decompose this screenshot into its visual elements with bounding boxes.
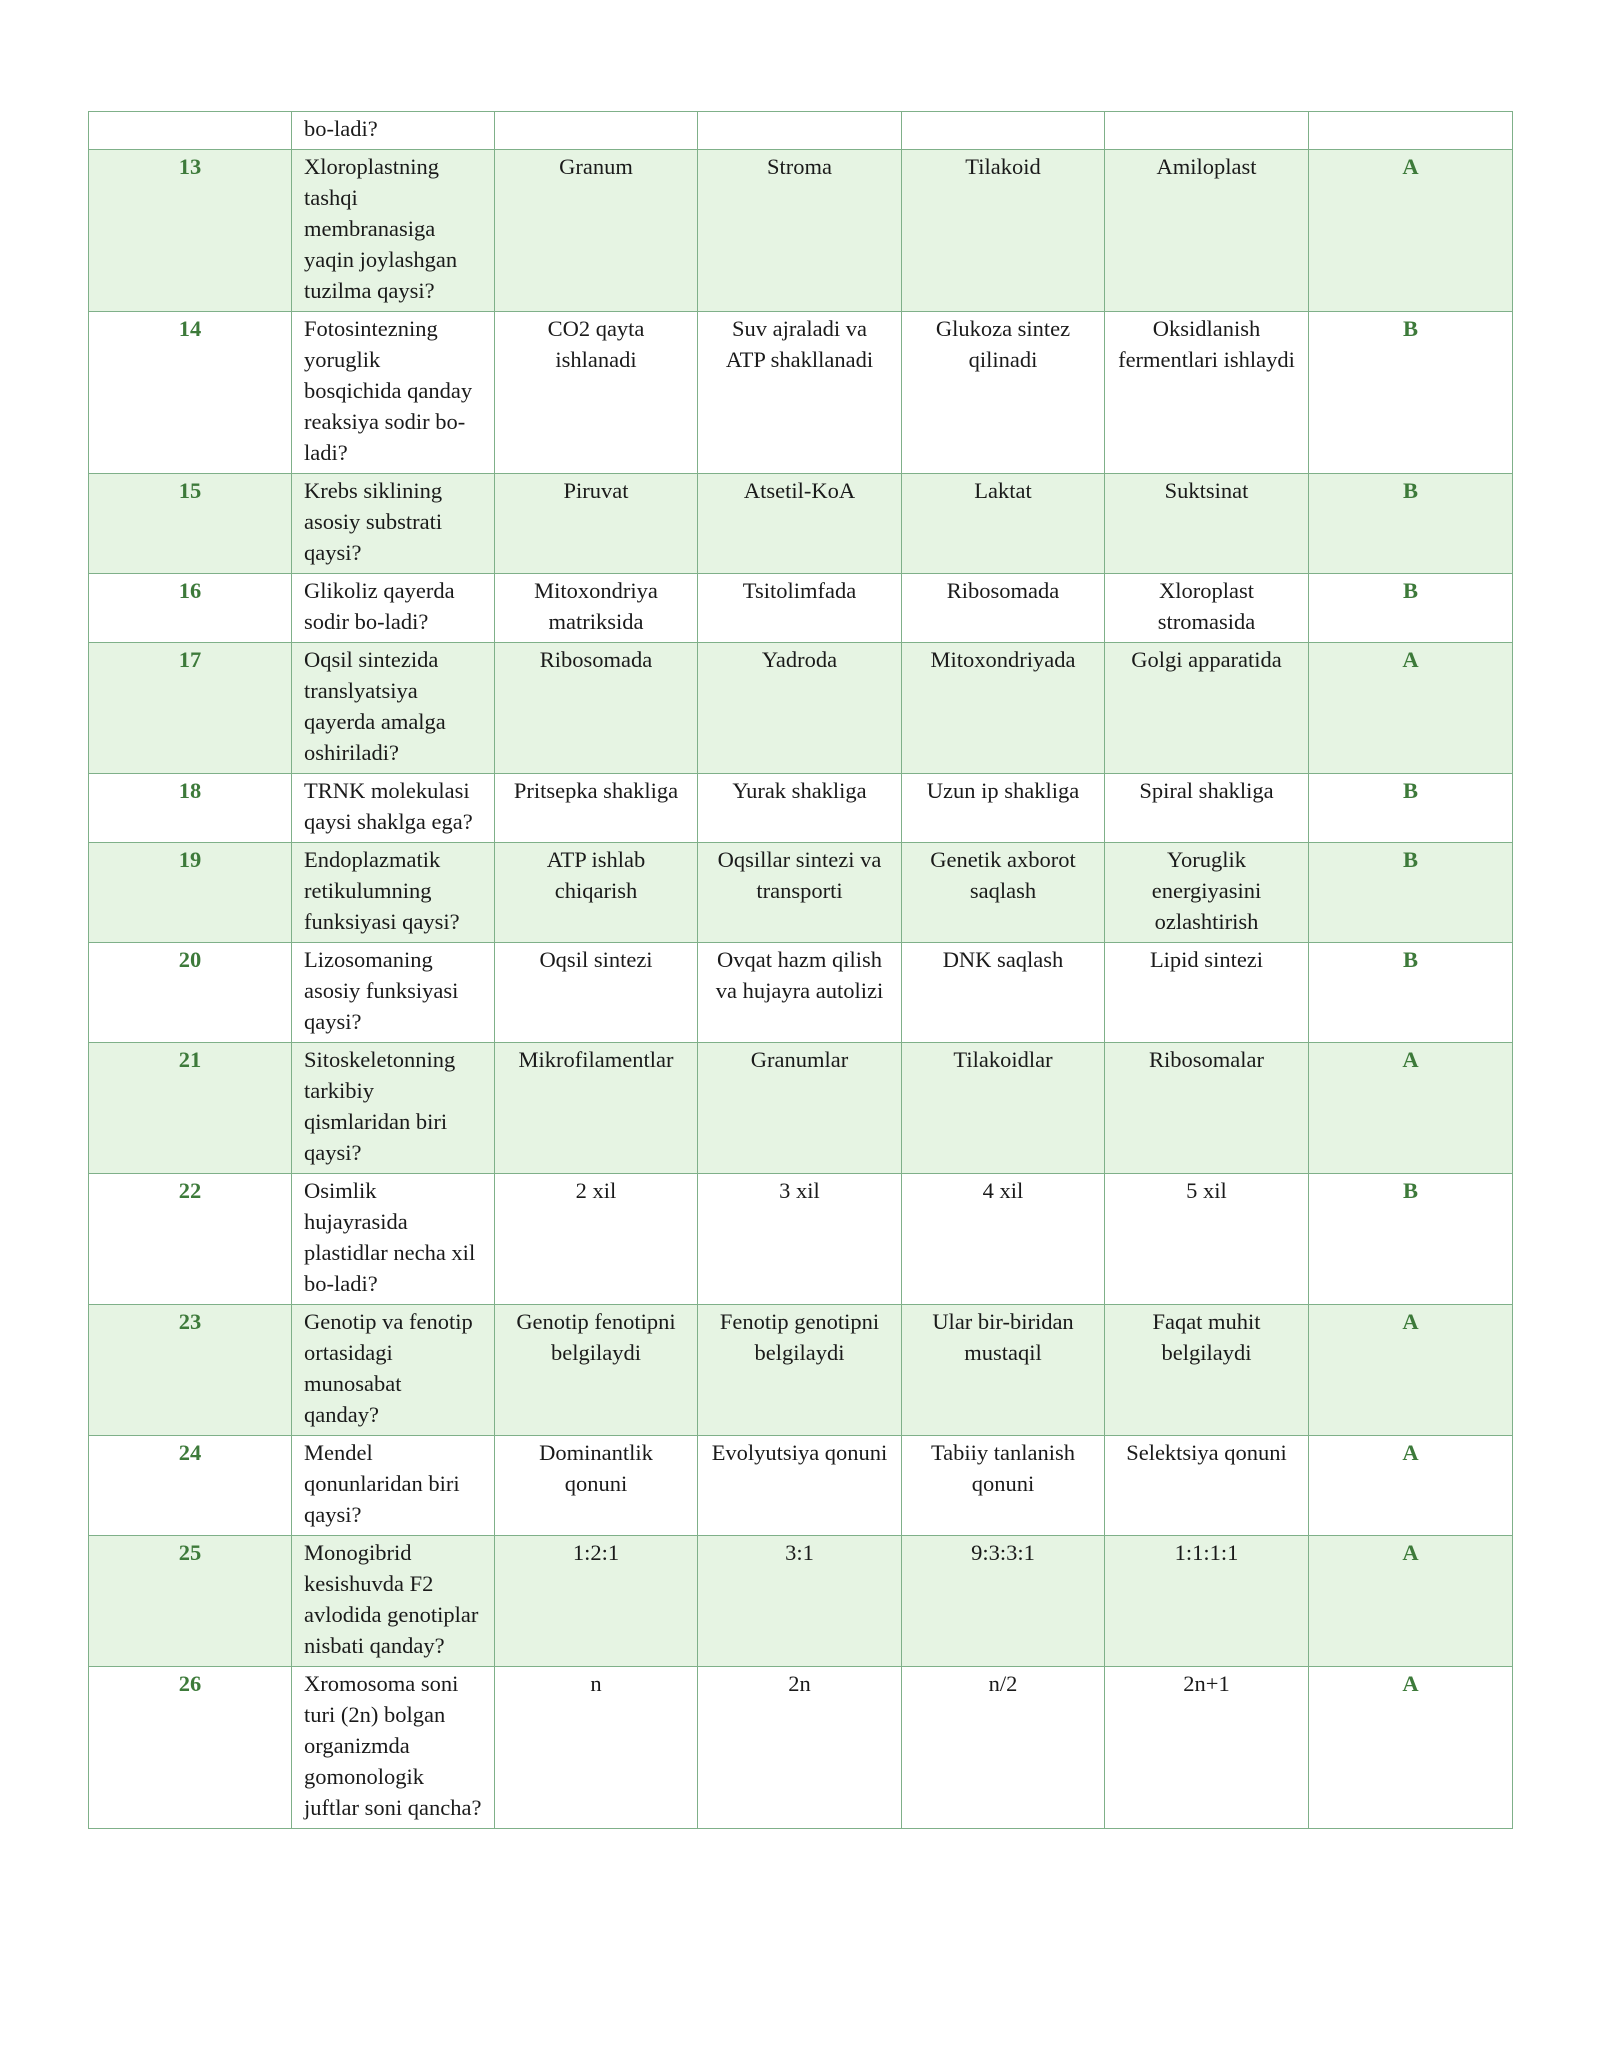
question-number-cell	[89, 112, 292, 150]
table-row	[89, 474, 1513, 574]
option-d-cell: Yoruglik energiyasini ozlashtirish	[1105, 843, 1309, 943]
option-c-cell	[902, 112, 1105, 150]
table-row	[89, 1436, 1513, 1536]
answer-cell: A	[1309, 643, 1513, 774]
table-row	[89, 1174, 1513, 1305]
answer-cell	[1309, 112, 1513, 150]
answer-cell: A	[1309, 150, 1513, 312]
option-b-cell: 3 xil	[698, 1174, 902, 1305]
option-a-cell: Oqsil sintezi	[495, 943, 698, 1043]
question-number-cell: 15	[89, 474, 292, 574]
option-d-cell	[1105, 112, 1309, 150]
answer-cell: B	[1309, 843, 1513, 943]
option-d-cell: Ribosomalar	[1105, 1043, 1309, 1174]
table-row	[89, 312, 1513, 474]
option-d-cell: Golgi apparatida	[1105, 643, 1309, 774]
answer-cell: A	[1309, 1667, 1513, 1829]
answer-cell: B	[1309, 474, 1513, 574]
question-text-cell: Lizosomaning asosiy funksiyasi qaysi?	[292, 943, 495, 1043]
option-d-cell: Xloroplast stromasida	[1105, 574, 1309, 643]
option-a-cell: Dominantlik qonuni	[495, 1436, 698, 1536]
option-a-cell: Mikrofilamentlar	[495, 1043, 698, 1174]
option-c-cell: n/2	[902, 1667, 1105, 1829]
question-number-cell: 26	[89, 1667, 292, 1829]
option-c-cell: Tilakoidlar	[902, 1043, 1105, 1174]
option-b-cell: Stroma	[698, 150, 902, 312]
question-number-cell: 22	[89, 1174, 292, 1305]
option-b-cell: Yurak shakliga	[698, 774, 902, 843]
option-a-cell: Mitoxondriya matriksida	[495, 574, 698, 643]
option-d-cell: Oksidlanish fermentlari ishlaydi	[1105, 312, 1309, 474]
question-text-cell: Mendel qonunlaridan biri qaysi?	[292, 1436, 495, 1536]
option-a-cell: Pritsepka shakliga	[495, 774, 698, 843]
question-text-cell: Fotosintezning yoruglik bosqichida qanday reaksiya sodir bo-ladi?	[292, 312, 495, 474]
option-c-cell: DNK saqlash	[902, 943, 1105, 1043]
option-d-cell: Suktsinat	[1105, 474, 1309, 574]
option-c-cell: Laktat	[902, 474, 1105, 574]
option-d-cell: Spiral shakliga	[1105, 774, 1309, 843]
question-text-cell: TRNK molekulasi qaysi shaklga ega?	[292, 774, 495, 843]
question-text-cell: Krebs siklining asosiy substrati qaysi?	[292, 474, 495, 574]
question-text-cell: Osimlik hujayrasida plastidlar necha xil bo-ladi?	[292, 1174, 495, 1305]
option-a-cell: CO2 qayta ishlanadi	[495, 312, 698, 474]
table-row	[89, 774, 1513, 843]
question-number-cell: 25	[89, 1536, 292, 1667]
option-b-cell: Granumlar	[698, 1043, 902, 1174]
table-row	[89, 574, 1513, 643]
question-text-cell: Oqsil sintezida translyatsiya qayerda amalga oshiriladi?	[292, 643, 495, 774]
option-a-cell: ATP ishlab chiqarish	[495, 843, 698, 943]
answer-cell: B	[1309, 943, 1513, 1043]
table-row	[89, 1305, 1513, 1436]
question-number-cell: 13	[89, 150, 292, 312]
answer-cell: B	[1309, 574, 1513, 643]
option-b-cell: Atsetil-KoA	[698, 474, 902, 574]
table-row	[89, 1043, 1513, 1174]
option-b-cell: Tsitolimfada	[698, 574, 902, 643]
question-text-cell: Genotip va fenotip ortasidagi munosabat qanday?	[292, 1305, 495, 1436]
option-d-cell: 2n+1	[1105, 1667, 1309, 1829]
answer-cell: A	[1309, 1305, 1513, 1436]
table-row	[89, 643, 1513, 774]
question-text-cell: Monogibrid kesishuvda F2 avlodida genotiplar nisbati qanday?	[292, 1536, 495, 1667]
question-number-cell: 18	[89, 774, 292, 843]
option-d-cell: 5 xil	[1105, 1174, 1309, 1305]
question-text-cell: Xloroplastning tashqi membranasiga yaqin joylashgan tuzilma qaysi?	[292, 150, 495, 312]
table-row	[89, 1667, 1513, 1829]
option-a-cell: n	[495, 1667, 698, 1829]
answer-cell: A	[1309, 1436, 1513, 1536]
option-c-cell: Tilakoid	[902, 150, 1105, 312]
question-number-cell: 23	[89, 1305, 292, 1436]
option-a-cell: Piruvat	[495, 474, 698, 574]
question-text-cell: Sitoskeletonning tarkibiy qismlaridan biri qaysi?	[292, 1043, 495, 1174]
option-d-cell: Selektsiya qonuni	[1105, 1436, 1309, 1536]
table-row	[89, 150, 1513, 312]
option-d-cell: Faqat muhit belgilaydi	[1105, 1305, 1309, 1436]
option-d-cell: Amiloplast	[1105, 150, 1309, 312]
answer-cell: B	[1309, 774, 1513, 843]
question-number-cell: 19	[89, 843, 292, 943]
answer-cell: A	[1309, 1043, 1513, 1174]
option-c-cell: 4 xil	[902, 1174, 1105, 1305]
question-number-cell: 21	[89, 1043, 292, 1174]
table-row	[89, 1536, 1513, 1667]
option-c-cell: Tabiiy tanlanish qonuni	[902, 1436, 1105, 1536]
question-number-cell: 16	[89, 574, 292, 643]
option-b-cell	[698, 112, 902, 150]
table-row	[89, 843, 1513, 943]
option-c-cell: Ribosomada	[902, 574, 1105, 643]
option-d-cell: 1:1:1:1	[1105, 1536, 1309, 1667]
question-number-cell: 24	[89, 1436, 292, 1536]
option-a-cell: Ribosomada	[495, 643, 698, 774]
option-a-cell	[495, 112, 698, 150]
option-c-cell: Genetik axborot saqlash	[902, 843, 1105, 943]
question-number-cell: 14	[89, 312, 292, 474]
question-number-cell: 17	[89, 643, 292, 774]
option-b-cell: Evolyutsiya qonuni	[698, 1436, 902, 1536]
table-row-fragment	[89, 112, 1513, 150]
option-a-cell: Granum	[495, 150, 698, 312]
question-text-cell: Xromosoma soni turi (2n) bolgan organizmda gomonologik juftlar soni qancha?	[292, 1667, 495, 1829]
option-c-cell: 9:3:3:1	[902, 1536, 1105, 1667]
question-text-cell: bo-ladi?	[292, 112, 495, 150]
option-d-cell: Lipid sintezi	[1105, 943, 1309, 1043]
answer-cell: B	[1309, 312, 1513, 474]
answer-cell: A	[1309, 1536, 1513, 1667]
option-b-cell: Ovqat hazm qilish va hujayra autolizi	[698, 943, 902, 1043]
quiz-table	[88, 111, 1513, 1829]
option-b-cell: 3:1	[698, 1536, 902, 1667]
option-a-cell: 2 xil	[495, 1174, 698, 1305]
question-text-cell: Glikoliz qayerda sodir bo-ladi?	[292, 574, 495, 643]
option-a-cell: Genotip fenotipni belgilaydi	[495, 1305, 698, 1436]
option-b-cell: Oqsillar sintezi va transporti	[698, 843, 902, 943]
option-b-cell: Yadroda	[698, 643, 902, 774]
option-c-cell: Mitoxondriyada	[902, 643, 1105, 774]
question-number-cell: 20	[89, 943, 292, 1043]
option-c-cell: Ular bir-biridan mustaqil	[902, 1305, 1105, 1436]
option-b-cell: 2n	[698, 1667, 902, 1829]
option-b-cell: Fenotip genotipni belgilaydi	[698, 1305, 902, 1436]
option-a-cell: 1:2:1	[495, 1536, 698, 1667]
option-b-cell: Suv ajraladi va ATP shakllanadi	[698, 312, 902, 474]
document-page	[88, 111, 1512, 1829]
table-row	[89, 943, 1513, 1043]
answer-cell: B	[1309, 1174, 1513, 1305]
option-c-cell: Uzun ip shakliga	[902, 774, 1105, 843]
question-text-cell: Endoplazmatik retikulumning funksiyasi qaysi?	[292, 843, 495, 943]
option-c-cell: Glukoza sintez qilinadi	[902, 312, 1105, 474]
